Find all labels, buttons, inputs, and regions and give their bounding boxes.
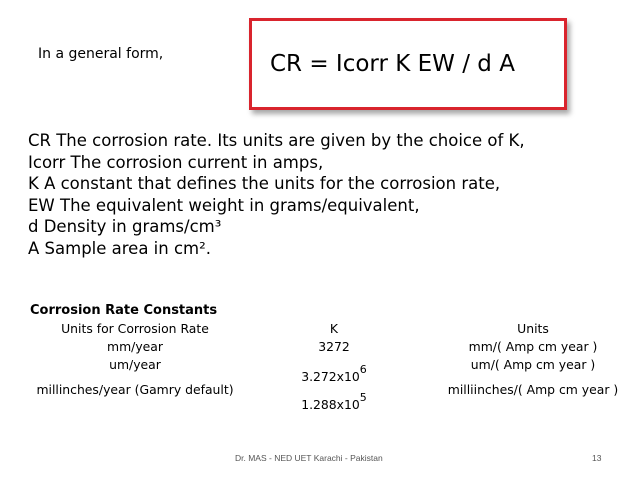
row-unit-expr: mm/( Amp cm year )	[468, 339, 598, 354]
k-exponent: 5	[359, 391, 367, 404]
formula-box	[249, 18, 567, 110]
row-k: 3272	[318, 339, 350, 354]
definitions-list	[28, 130, 628, 259]
row-unit-expr: milliinches/( Amp cm year )	[447, 382, 619, 397]
row-units: mm/year	[107, 339, 163, 354]
formula: CR = Icorr K EW / d A	[270, 51, 515, 77]
definition-cr: CR The corrosion rate. Its units are given by the choice of K,	[28, 131, 525, 150]
page-number: 13	[592, 453, 602, 463]
row-unit-expr: um/( Amp cm year )	[470, 357, 596, 372]
row-k	[294, 363, 374, 384]
table-title: Corrosion Rate Constants	[30, 303, 218, 318]
definition-d: d Density in grams/cm³	[28, 217, 222, 236]
intro-text: In a general form,	[38, 46, 164, 62]
definition-icorr: Icorr The corrosion current in amps,	[28, 152, 324, 172]
header-units-for-rate: Units for Corrosion Rate	[61, 321, 209, 336]
header-k: K	[329, 321, 339, 336]
definition-k: K A constant that defines the units for the corrosion rate,	[28, 174, 501, 193]
header-units: Units	[517, 321, 549, 336]
definition-ew: EW The equivalent weight in grams/equivalent,	[28, 195, 420, 215]
k-mantissa: 1.288x10	[301, 397, 360, 412]
definition-a: A Sample area in cm².	[28, 238, 211, 258]
k-mantissa: 3.272x10	[301, 369, 360, 384]
k-exponent: 6	[359, 363, 367, 376]
row-k	[294, 391, 374, 412]
row-units: millinches/year (Gamry default)	[36, 382, 234, 397]
row-units: um/year	[109, 357, 161, 372]
footer-credit: Dr. MAS - NED UET Karachi - Pakistan	[235, 453, 383, 463]
